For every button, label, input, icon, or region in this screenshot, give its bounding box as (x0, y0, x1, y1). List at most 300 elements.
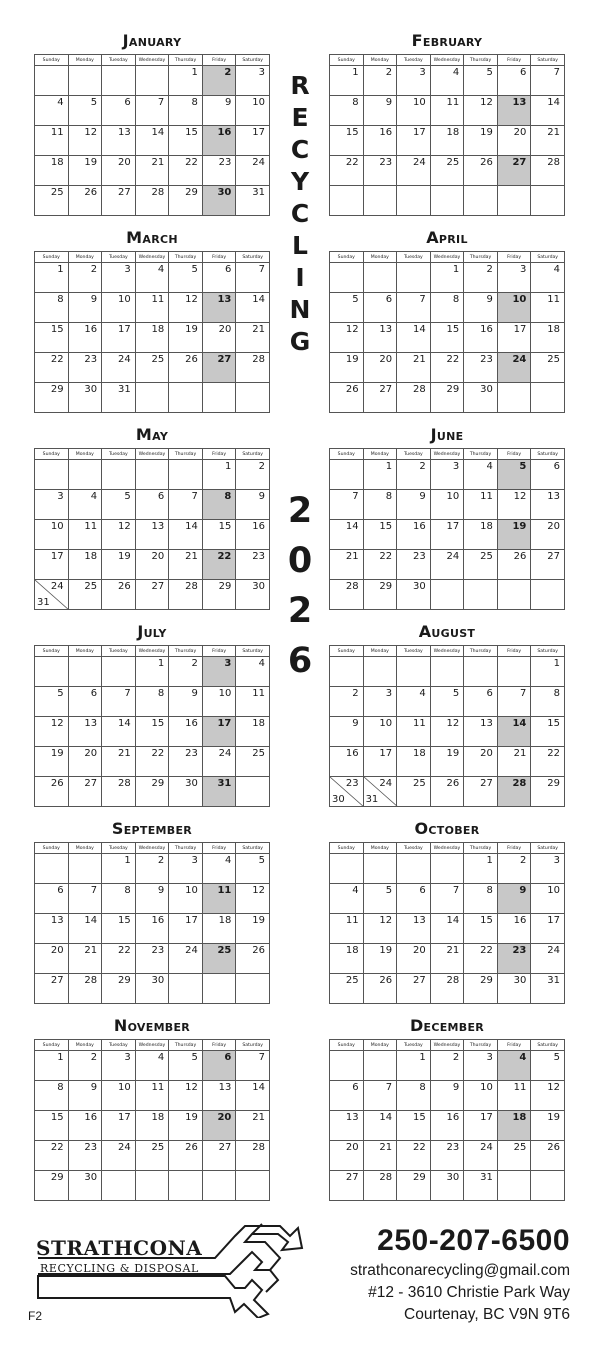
day-cell: 12 (464, 96, 498, 126)
month-title: January (122, 31, 182, 50)
day-cell: 18 (135, 323, 169, 353)
day-cell: 16 (68, 1111, 102, 1141)
day-cell: 20 (68, 747, 102, 777)
day-cell: 19 (102, 550, 136, 580)
day-cell: 5 (464, 66, 498, 96)
day-cell: 8 (135, 687, 169, 717)
day-cell: 26 (363, 974, 397, 1004)
day-cell (236, 974, 270, 1004)
day-cell: 27 (531, 550, 565, 580)
day-cell: 21 (236, 323, 270, 353)
day-cell: 30 (497, 974, 531, 1004)
day-cell: 3 (531, 854, 565, 884)
day-cell: 16 (135, 914, 169, 944)
day-cell: 25 (135, 1141, 169, 1171)
day-cell: 20 (202, 323, 236, 353)
day-cell: 18 (397, 747, 431, 777)
day-cell: 15 (363, 520, 397, 550)
day-cell: 24 (430, 550, 464, 580)
weekday-header: Thursday (169, 449, 203, 460)
day-cell: 13 (202, 1081, 236, 1111)
weekday-header: Friday (497, 646, 531, 657)
day-number: 31 (37, 597, 50, 608)
weekday-header: Wednesday (135, 1040, 169, 1051)
day-cell: 7 (531, 66, 565, 96)
day-cell (363, 1051, 397, 1081)
day-cell: 24 (531, 944, 565, 974)
month-table (34, 448, 270, 610)
day-cell: 11 (330, 914, 364, 944)
day-cell (363, 186, 397, 216)
month-november (34, 1013, 270, 1201)
day-cell: 21 (497, 747, 531, 777)
day-cell: 7 (497, 687, 531, 717)
day-cell: 21 (363, 1141, 397, 1171)
day-cell: 3 (497, 263, 531, 293)
weekday-header: Wednesday (135, 252, 169, 263)
day-cell: 10 (35, 520, 69, 550)
day-cell: 16 (363, 126, 397, 156)
day-cell: 4 (397, 687, 431, 717)
day-cell: 10 (102, 1081, 136, 1111)
day-cell: 30 (202, 186, 236, 216)
weekday-header: Wednesday (430, 449, 464, 460)
day-cell: 15 (35, 1111, 69, 1141)
day-cell: 2 (464, 263, 498, 293)
day-cell: 26 (330, 383, 364, 413)
vertical-title-year (276, 486, 324, 686)
year-digit: 0 (287, 541, 313, 581)
day-cell: 2 (430, 1051, 464, 1081)
day-cell: 1 (330, 66, 364, 96)
weekday-header: Thursday (169, 646, 203, 657)
day-cell: 23 (464, 353, 498, 383)
day-cell: 4 (135, 263, 169, 293)
weekday-header: Friday (497, 252, 531, 263)
day-cell: 19 (169, 1111, 203, 1141)
day-cell: 15 (430, 323, 464, 353)
day-cell: 23 (363, 156, 397, 186)
weekday-header: Thursday (169, 55, 203, 66)
day-cell: 27 (330, 1171, 364, 1201)
day-cell (169, 974, 203, 1004)
weekday-header: Monday (363, 55, 397, 66)
day-cell: 10 (497, 293, 531, 323)
day-cell: 29 (169, 186, 203, 216)
weekday-header: Friday (202, 252, 236, 263)
day-cell: 3 (430, 460, 464, 490)
day-cell: 22 (363, 550, 397, 580)
day-cell: 10 (363, 717, 397, 747)
day-cell: 2 (135, 854, 169, 884)
day-cell: 27 (102, 186, 136, 216)
day-cell: 6 (330, 1081, 364, 1111)
year-digit: 2 (287, 491, 313, 531)
day-cell: 29 (35, 1171, 69, 1201)
year-digit: 6 (287, 641, 313, 681)
day-cell: 16 (430, 1111, 464, 1141)
day-cell (169, 460, 203, 490)
day-cell: 9 (497, 884, 531, 914)
day-cell: 26 (497, 550, 531, 580)
day-cell: 6 (68, 687, 102, 717)
month-table (329, 448, 565, 610)
day-cell: 3 (102, 1051, 136, 1081)
day-cell (135, 66, 169, 96)
day-cell (363, 777, 397, 807)
day-cell: 23 (169, 747, 203, 777)
day-cell: 29 (430, 383, 464, 413)
day-cell: 9 (236, 490, 270, 520)
month-title: December (409, 1016, 485, 1035)
day-cell: 17 (497, 323, 531, 353)
day-cell: 4 (430, 66, 464, 96)
day-cell: 9 (397, 490, 431, 520)
day-cell: 16 (497, 914, 531, 944)
day-cell: 19 (531, 1111, 565, 1141)
day-cell: 13 (68, 717, 102, 747)
day-cell: 4 (202, 854, 236, 884)
day-cell: 30 (430, 1171, 464, 1201)
day-cell: 6 (531, 460, 565, 490)
day-cell: 19 (236, 914, 270, 944)
day-cell: 15 (35, 323, 69, 353)
day-cell: 7 (397, 293, 431, 323)
day-cell: 11 (135, 293, 169, 323)
weekday-header: Monday (363, 449, 397, 460)
day-cell: 29 (135, 777, 169, 807)
month-june (329, 422, 565, 610)
day-cell: 24 (236, 156, 270, 186)
weekday-header: Tuesday (397, 843, 431, 854)
day-cell: 6 (202, 1051, 236, 1081)
day-cell: 5 (497, 460, 531, 490)
weekday-header: Thursday (464, 646, 498, 657)
day-cell: 8 (202, 490, 236, 520)
day-cell: 18 (68, 550, 102, 580)
day-cell (330, 854, 364, 884)
day-cell: 22 (531, 747, 565, 777)
day-number: 23 (345, 778, 359, 789)
day-cell (35, 66, 69, 96)
day-cell: 10 (236, 96, 270, 126)
day-cell: 18 (35, 156, 69, 186)
day-cell: 5 (35, 687, 69, 717)
day-cell: 26 (236, 944, 270, 974)
day-cell (531, 186, 565, 216)
day-cell: 28 (397, 383, 431, 413)
day-cell: 13 (531, 490, 565, 520)
day-cell: 12 (102, 520, 136, 550)
day-cell: 28 (169, 580, 203, 610)
day-cell: 19 (330, 353, 364, 383)
day-cell: 21 (236, 1111, 270, 1141)
day-cell: 30 (236, 580, 270, 610)
weekday-header: Friday (202, 55, 236, 66)
day-cell: 27 (135, 580, 169, 610)
day-cell: 15 (464, 914, 498, 944)
day-cell: 28 (363, 1171, 397, 1201)
day-cell (363, 263, 397, 293)
day-cell: 29 (397, 1171, 431, 1201)
day-cell: 3 (236, 66, 270, 96)
day-cell: 25 (397, 777, 431, 807)
day-cell: 15 (531, 717, 565, 747)
day-cell: 17 (464, 1111, 498, 1141)
day-cell: 20 (35, 944, 69, 974)
day-cell (135, 1171, 169, 1201)
day-cell: 15 (135, 717, 169, 747)
day-cell (464, 657, 498, 687)
phone-number: 250-207-6500 (377, 1224, 570, 1257)
weekday-header: Tuesday (102, 843, 136, 854)
day-cell: 27 (202, 353, 236, 383)
day-cell: 22 (202, 550, 236, 580)
day-cell: 13 (135, 520, 169, 550)
day-cell: 9 (430, 1081, 464, 1111)
day-cell: 19 (35, 747, 69, 777)
weekday-header: Friday (497, 55, 531, 66)
day-cell: 2 (68, 1051, 102, 1081)
day-cell: 7 (68, 884, 102, 914)
weekday-header: Thursday (169, 252, 203, 263)
day-cell: 30 (464, 383, 498, 413)
day-cell: 29 (464, 974, 498, 1004)
day-cell: 5 (363, 884, 397, 914)
day-cell: 14 (497, 717, 531, 747)
day-cell: 4 (68, 490, 102, 520)
day-cell: 1 (363, 460, 397, 490)
day-cell (169, 1171, 203, 1201)
month-july (34, 619, 270, 807)
day-cell: 22 (330, 156, 364, 186)
month-may (34, 422, 270, 610)
day-cell: 14 (330, 520, 364, 550)
day-cell: 3 (464, 1051, 498, 1081)
weekday-header: Saturday (531, 1040, 565, 1051)
weekday-header: Friday (497, 1040, 531, 1051)
title-letter: I (295, 263, 305, 292)
day-cell: 27 (363, 383, 397, 413)
day-cell (135, 460, 169, 490)
day-cell: 6 (102, 96, 136, 126)
day-cell: 3 (363, 687, 397, 717)
day-cell: 4 (35, 96, 69, 126)
day-cell: 8 (363, 490, 397, 520)
day-cell: 11 (430, 96, 464, 126)
day-cell: 17 (531, 914, 565, 944)
weekday-header: Tuesday (102, 55, 136, 66)
day-cell: 31 (102, 383, 136, 413)
title-letter: G (289, 327, 311, 356)
day-cell: 18 (202, 914, 236, 944)
day-cell: 20 (397, 944, 431, 974)
day-cell: 20 (330, 1141, 364, 1171)
day-cell: 14 (236, 293, 270, 323)
day-cell: 23 (68, 1141, 102, 1171)
day-cell: 16 (330, 747, 364, 777)
day-cell: 11 (464, 490, 498, 520)
day-cell: 7 (236, 263, 270, 293)
weekday-header: Sunday (330, 1040, 364, 1051)
day-cell (497, 580, 531, 610)
month-title: March (126, 228, 178, 247)
day-cell: 2 (68, 263, 102, 293)
day-cell: 5 (236, 854, 270, 884)
day-cell: 1 (35, 263, 69, 293)
weekday-header: Tuesday (102, 449, 136, 460)
weekday-header: Sunday (35, 1040, 69, 1051)
day-cell: 7 (330, 490, 364, 520)
day-cell (236, 777, 270, 807)
day-cell: 12 (363, 914, 397, 944)
weekday-header: Saturday (531, 55, 565, 66)
weekday-header: Tuesday (397, 646, 431, 657)
weekday-header: Wednesday (135, 55, 169, 66)
day-cell: 6 (135, 490, 169, 520)
day-cell: 22 (35, 1141, 69, 1171)
company-subtitle: RECYCLING & DISPOSAL (40, 1262, 199, 1275)
title-letter: Y (290, 167, 310, 196)
day-cell: 4 (330, 884, 364, 914)
day-cell: 12 (430, 717, 464, 747)
day-cell: 11 (68, 520, 102, 550)
day-cell (68, 854, 102, 884)
weekday-header: Wednesday (430, 1040, 464, 1051)
day-cell: 9 (330, 717, 364, 747)
weekday-header: Monday (363, 843, 397, 854)
day-cell (330, 186, 364, 216)
month-table (329, 54, 565, 216)
day-cell: 25 (497, 1141, 531, 1171)
day-cell: 11 (497, 1081, 531, 1111)
day-cell: 4 (135, 1051, 169, 1081)
day-cell: 25 (68, 580, 102, 610)
day-cell: 27 (397, 974, 431, 1004)
day-cell: 9 (135, 884, 169, 914)
day-cell: 9 (363, 96, 397, 126)
day-cell: 30 (135, 974, 169, 1004)
day-cell: 18 (464, 520, 498, 550)
weekday-header: Tuesday (397, 449, 431, 460)
weekday-header: Saturday (236, 55, 270, 66)
day-cell: 27 (464, 777, 498, 807)
day-cell: 17 (102, 1111, 136, 1141)
day-cell: 1 (102, 854, 136, 884)
day-cell: 17 (102, 323, 136, 353)
day-cell: 18 (330, 944, 364, 974)
day-cell: 31 (202, 777, 236, 807)
month-table (34, 842, 270, 1004)
day-cell (497, 657, 531, 687)
day-cell: 28 (330, 580, 364, 610)
month-april (329, 225, 565, 413)
day-cell: 6 (397, 884, 431, 914)
day-cell: 7 (236, 1051, 270, 1081)
day-cell (464, 186, 498, 216)
day-cell: 22 (430, 353, 464, 383)
month-january (34, 28, 270, 216)
company-name: STRATHCONA (36, 1236, 203, 1260)
day-cell: 1 (135, 657, 169, 687)
weekday-header: Sunday (330, 646, 364, 657)
weekday-header: Wednesday (430, 252, 464, 263)
day-cell (363, 854, 397, 884)
day-cell: 1 (397, 1051, 431, 1081)
month-title: June (430, 425, 464, 444)
month-march (34, 225, 270, 413)
day-cell: 21 (135, 156, 169, 186)
month-october (329, 816, 565, 1004)
day-cell: 10 (202, 687, 236, 717)
weekday-header: Saturday (236, 1040, 270, 1051)
day-cell: 7 (169, 490, 203, 520)
day-cell: 29 (363, 580, 397, 610)
day-cell: 25 (202, 944, 236, 974)
day-cell (330, 777, 364, 807)
day-cell (531, 383, 565, 413)
day-cell (102, 1171, 136, 1201)
day-cell: 26 (68, 186, 102, 216)
weekday-header: Sunday (330, 449, 364, 460)
day-cell: 20 (135, 550, 169, 580)
day-cell: 25 (531, 353, 565, 383)
day-cell (102, 460, 136, 490)
weekday-header: Saturday (236, 252, 270, 263)
day-cell (68, 66, 102, 96)
day-cell: 16 (464, 323, 498, 353)
day-cell (430, 580, 464, 610)
day-cell: 12 (35, 717, 69, 747)
day-cell (497, 1171, 531, 1201)
day-cell: 28 (497, 777, 531, 807)
day-cell: 13 (464, 717, 498, 747)
day-cell: 29 (35, 383, 69, 413)
day-cell: 2 (169, 657, 203, 687)
day-cell (397, 854, 431, 884)
day-cell: 25 (464, 550, 498, 580)
day-cell: 11 (531, 293, 565, 323)
day-cell: 24 (102, 353, 136, 383)
weekday-header: Tuesday (397, 252, 431, 263)
weekday-header: Sunday (330, 55, 364, 66)
day-cell: 5 (169, 1051, 203, 1081)
day-cell: 29 (102, 974, 136, 1004)
month-table (329, 1039, 565, 1201)
day-cell: 20 (102, 156, 136, 186)
day-cell: 22 (169, 156, 203, 186)
day-cell: 31 (236, 186, 270, 216)
day-cell: 18 (531, 323, 565, 353)
day-cell: 24 (102, 1141, 136, 1171)
weekday-header: Sunday (35, 646, 69, 657)
day-cell: 28 (68, 974, 102, 1004)
day-cell: 16 (169, 717, 203, 747)
day-cell (202, 383, 236, 413)
day-cell: 21 (397, 353, 431, 383)
day-cell: 28 (236, 353, 270, 383)
day-cell (330, 460, 364, 490)
day-cell: 27 (68, 777, 102, 807)
day-cell (330, 657, 364, 687)
day-cell (68, 460, 102, 490)
day-cell: 14 (169, 520, 203, 550)
day-cell: 5 (68, 96, 102, 126)
day-number: 31 (365, 794, 379, 805)
weekday-header: Saturday (236, 843, 270, 854)
day-cell: 13 (102, 126, 136, 156)
day-cell: 31 (531, 974, 565, 1004)
